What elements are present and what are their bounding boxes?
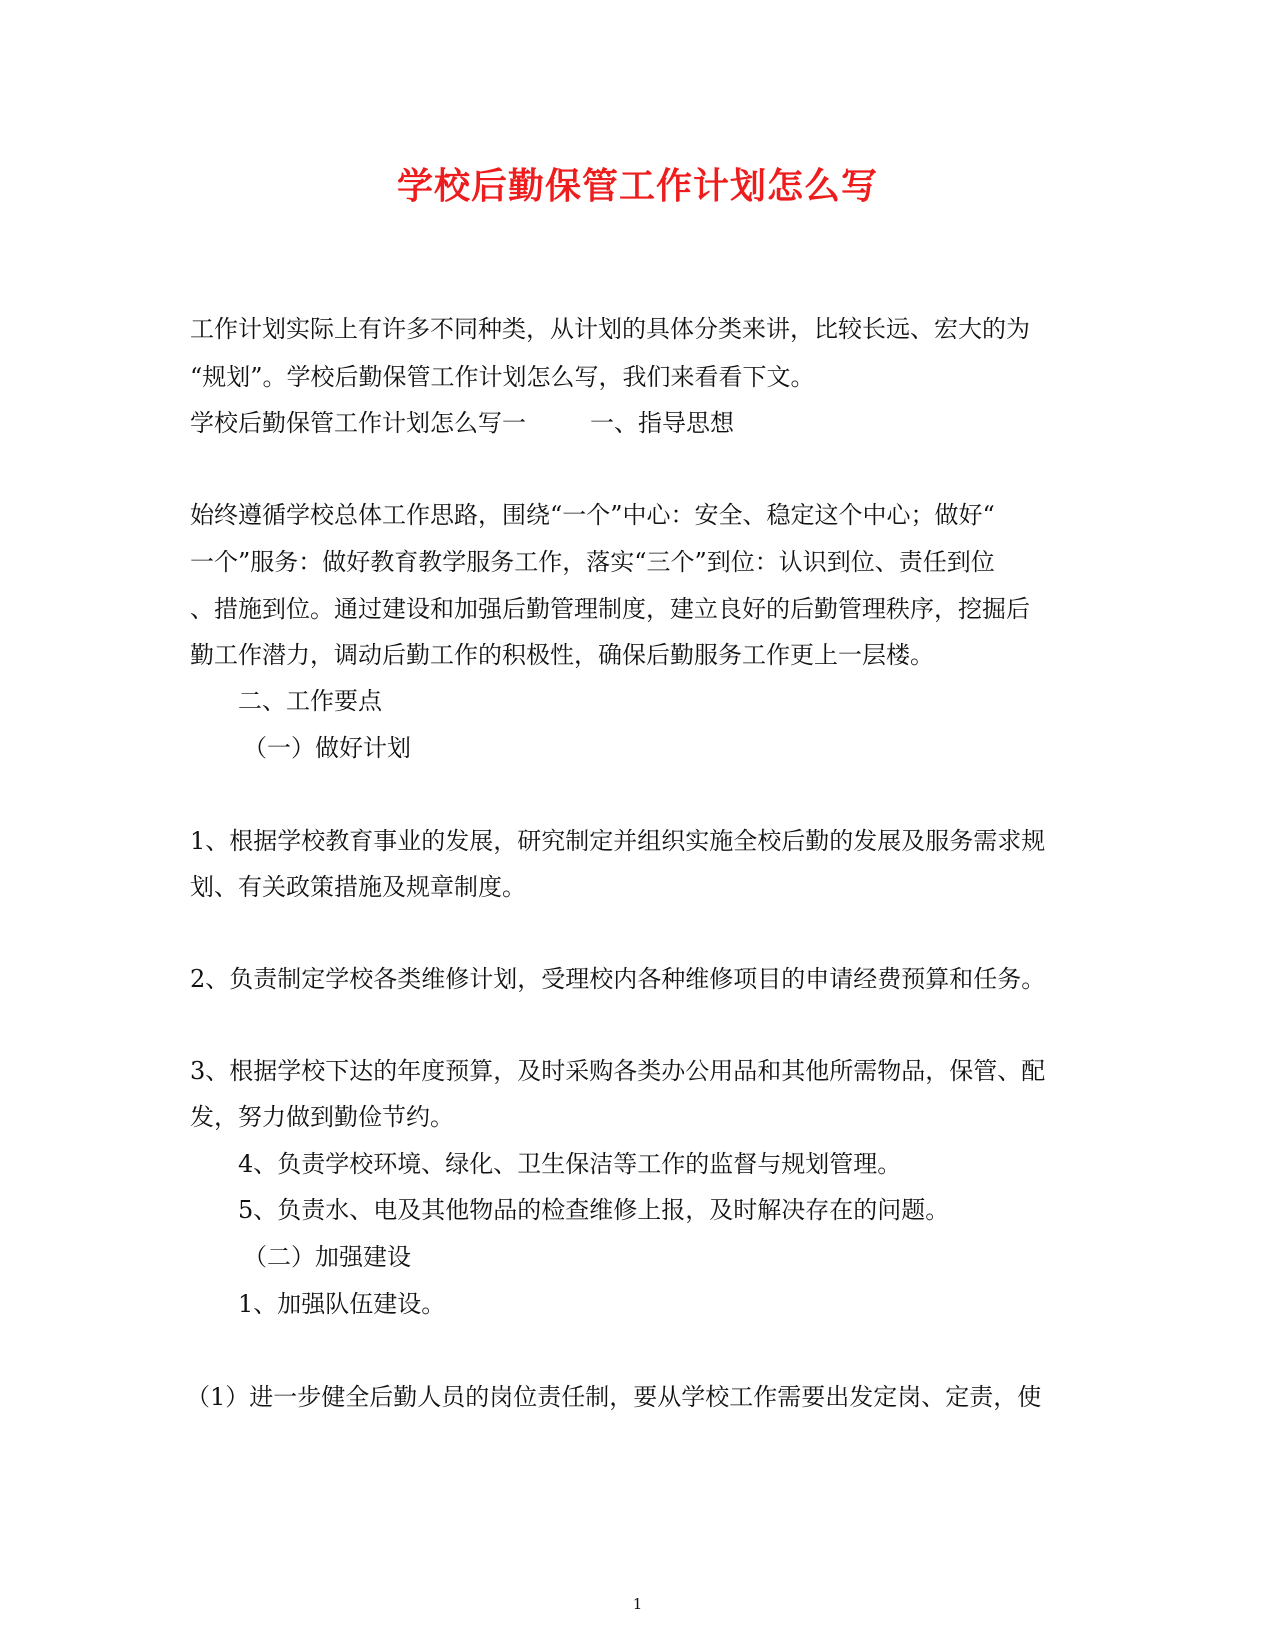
section-two-heading: 二、工作要点 xyxy=(238,687,382,715)
guiding-line: 、措施到位。通过建设和加强后勤管理制度，建立良好的后勤管理秩序，挖掘后 xyxy=(190,595,1030,623)
guiding-line: 一个”服务：做好教育教学服务工作，落实“三个”到位：认识到位、责任到位 xyxy=(190,548,995,576)
item-one-line: 划、有关政策措施及规章制度。 xyxy=(190,873,526,901)
item-three-line: 发，努力做到勤俭节约。 xyxy=(190,1103,454,1131)
guiding-line: 勤工作潜力，调动后勤工作的积极性，确保后勤服务工作更上一层楼。 xyxy=(190,641,934,669)
document-title: 学校后勤保管工作计划怎么写 xyxy=(396,165,878,207)
plan-heading: 学校后勤保管工作计划怎么写一 xyxy=(190,409,526,437)
item-two: 2、负责制定学校各类维修计划，受理校内各种维修项目的申请经费预算和任务。 xyxy=(190,965,1046,993)
item-one-line: 1、根据学校教育事业的发展，研究制定并组织实施全校后勤的发展及服务需求规 xyxy=(190,827,1046,855)
team-building-subitem: （1）进一步健全后勤人员的岗位责任制，要从学校工作需要出发定岗、定责，使 xyxy=(186,1383,1042,1411)
subsection-one-heading: （一）做好计划 xyxy=(243,734,411,762)
item-five: 5、负责水、电及其他物品的检查维修上报，及时解决存在的问题。 xyxy=(238,1196,950,1224)
guiding-line: 始终遵循学校总体工作思路，围绕“一个”中心：安全、稳定这个中心；做好“ xyxy=(190,501,995,529)
guiding-thought-heading: 一、指导思想 xyxy=(590,409,734,437)
intro-line: 工作计划实际上有许多不同种类，从计划的具体分类来讲，比较长远、宏大的为 xyxy=(190,315,1030,343)
team-building-item: 1、加强队伍建设。 xyxy=(238,1290,446,1318)
subsection-two-heading: （二）加强建设 xyxy=(243,1243,411,1271)
intro-line: “规划”。学校后勤保管工作计划怎么写，我们来看看下文。 xyxy=(190,363,815,391)
item-four: 4、负责学校环境、绿化、卫生保洁等工作的监督与规划管理。 xyxy=(238,1150,902,1178)
page-number: 1 xyxy=(632,1595,643,1613)
item-three-line: 3、根据学校下达的年度预算，及时采购各类办公用品和其他所需物品，保管、配 xyxy=(190,1057,1046,1085)
